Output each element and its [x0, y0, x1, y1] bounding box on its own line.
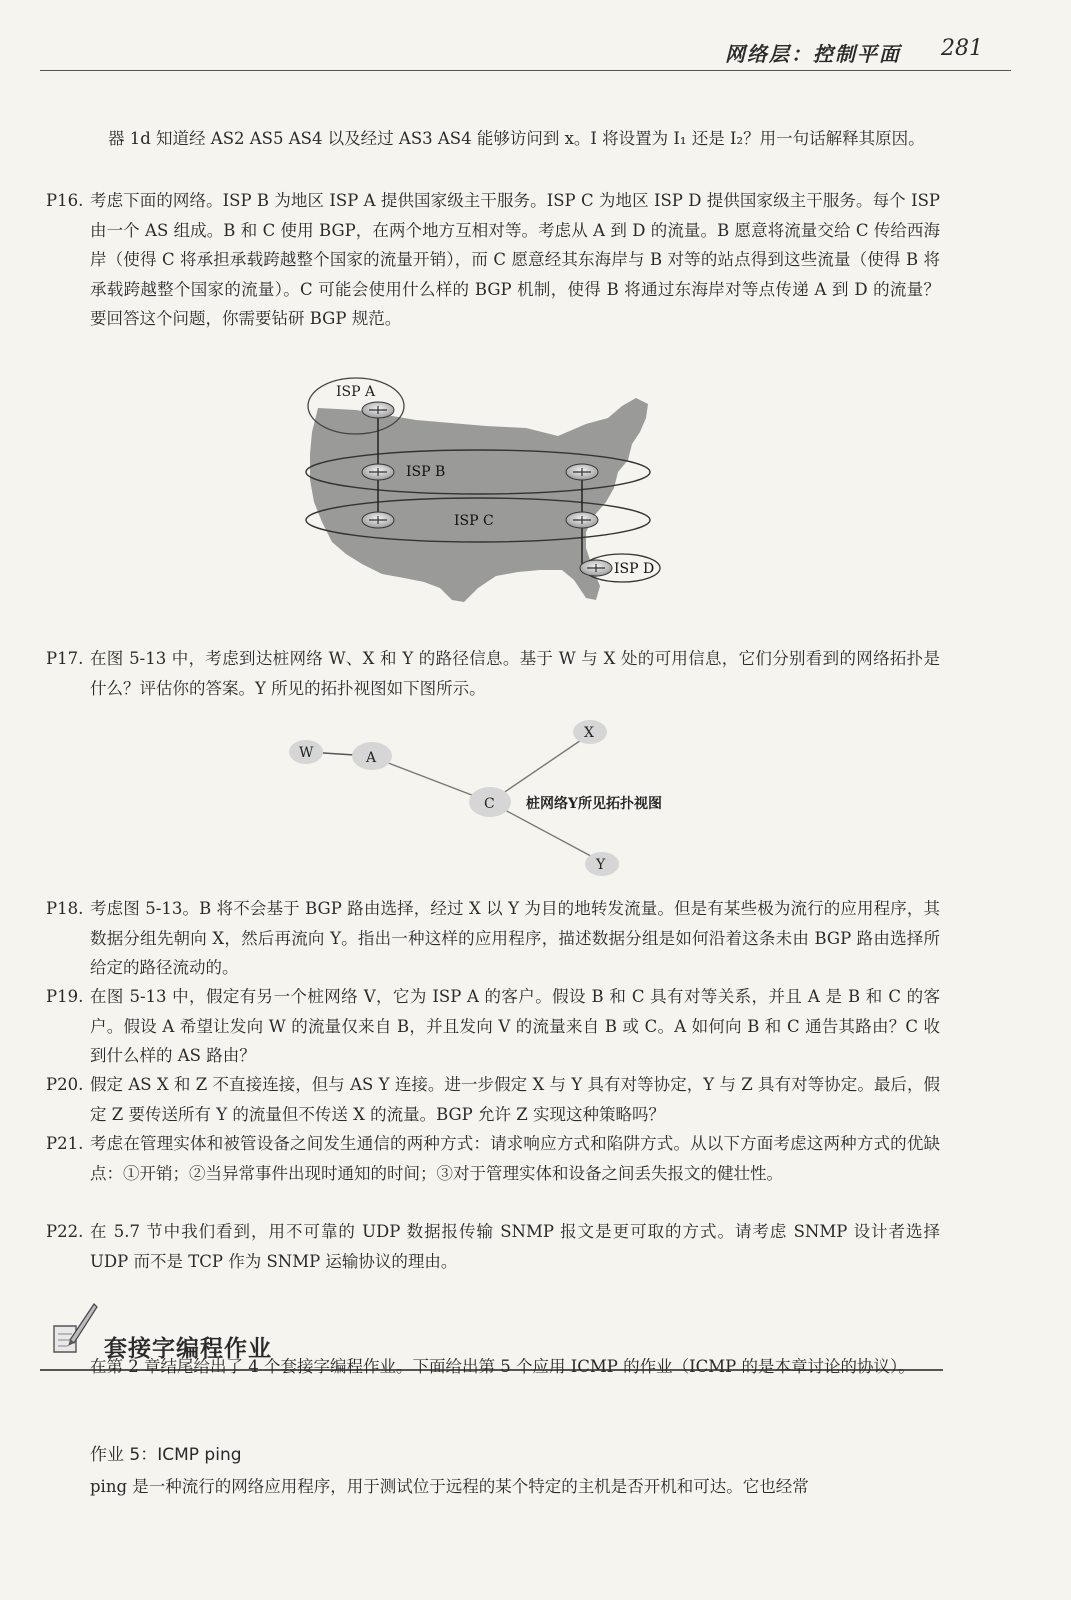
node-y-label: Y — [596, 857, 606, 873]
isp-b-label: ISP B — [406, 464, 446, 480]
problem-text-p16: 考虑下面的网络。ISP B 为地区 ISP A 提供国家级主干服务。ISP C 为地区 ISP D 提供国家级主干服务。每个 ISP 由一个 AS 组成。B 和 C 使用 BGP，在两个地方互相对等。考虑从 A 到 D 的流量。B 愿意将流量交给 C 传给西海岸（使得 C 将承担承载跨越整个国家的流量开销），而 C 愿意经其东海岸与 B 对等的站点得到这些流量（使得 B 将承载跨越整个国家的流量）。C 可能会使用什么样的 BGP 机制，使得 B 将通过东海岸对等点传递 A 到 D 的流量？要回答这个问题，你需要钻研 BGP 规范。 — [90, 191, 940, 328]
router-icon — [566, 464, 598, 480]
problem-text-p18: 考虑图 5-13。B 将不会基于 BGP 路由选择，经过 X 以 Y 为目的地转发流量。但是有某些极为流行的应用程序，其数据分组先朝向 X，然后再流向 Y。指出一种这样的应用程序，描述数据分组是如何沿着这条未由 BGP 路由选择所给定的路径流动的。 — [90, 899, 940, 977]
router-icon — [566, 512, 598, 528]
problem-id-p16: P16. — [46, 191, 84, 210]
section-intro: 在第 2 章结尾给出了 4 个套接字编程作业。下面给出第 5 个应用 ICMP 的作业（ICMP 的是本章讨论的协议）。 — [90, 1357, 915, 1376]
isp-d-label: ISP D — [614, 561, 655, 577]
problem-id-p19: P19. — [46, 987, 84, 1006]
node-c-label: C — [484, 796, 495, 812]
node-a-label: A — [366, 750, 377, 766]
problem-id-p22: P22. — [46, 1222, 84, 1241]
problem-id-p20: P20. — [46, 1075, 84, 1094]
router-icon — [362, 512, 394, 528]
assignment-title: 作业 5：ICMP ping — [90, 1445, 242, 1465]
topology-figure — [286, 712, 746, 890]
page-number: 281 — [941, 36, 983, 61]
isp-a-label: ISP A — [336, 384, 376, 400]
p15-continuation: 器 1d 知道经 AS2 AS5 AS4 以及经过 AS3 AS4 能够访问到 x。I 将设置为 I₁ 还是 I₂？用一句话解释其原因。 — [108, 129, 925, 148]
isp-c-label: ISP C — [454, 513, 494, 529]
router-icon — [580, 560, 612, 576]
problem-text-p22: 在 5.7 节中我们看到，用不可靠的 UDP 数据报传输 SNMP 报文是更可取的方式。请考虑 SNMP 设计者选择 UDP 而不是 TCP 作为 SNMP 运输协议的理由。 — [90, 1222, 940, 1271]
problem-id-p18: P18. — [46, 899, 84, 918]
assignment-text: ping 是一种流行的网络应用程序，用于测试位于远程的某个特定的主机是否开机和可达。它也经常 — [90, 1477, 809, 1496]
node-w-label: W — [299, 745, 314, 761]
problem-id-p21: P21. — [46, 1134, 84, 1153]
topology-caption: 桩网络Y所见拓扑视图 — [526, 796, 662, 812]
section-title: 套接字编程作业 — [104, 1336, 272, 1362]
router-icon — [362, 402, 394, 418]
running-header — [40, 34, 1011, 71]
problem-id-p17: P17. — [46, 649, 84, 668]
problem-text-p21: 考虑在管理实体和被管设备之间发生通信的两种方式：请求响应方式和陷阱方式。从以下方面考虑这两种方式的优缺点：①开销；②当异常事件出现时通知的时间；③对于管理实体和设备之间丢失报文的健壮性。 — [90, 1134, 940, 1183]
problem-text-p17: 在图 5-13 中，考虑到达桩网络 W、X 和 Y 的路径信息。基于 W 与 X 处的可用信息，它们分别看到的网络拓扑是什么？评估你的答案。Y 所见的拓扑视图如下图所示。 — [90, 649, 940, 698]
problem-text-p19: 在图 5-13 中，假定有另一个桩网络 V，它为 ISP A 的客户。假设 B 和 C 具有对等关系，并且 A 是 B 和 C 的客户。假设 A 希望让发向 W 的流量仅来自 B，并且发向 V 的流量来自 B 或 C。A 如何向 B 和 C 通告其路由？C 收到什么样的 AS 路由？ — [90, 987, 940, 1065]
isp-network-figure — [296, 376, 668, 624]
router-icon — [362, 464, 394, 480]
chapter-title: 网络层：控制平面 — [725, 42, 901, 66]
node-x-label: X — [584, 725, 594, 741]
pen-paper-icon — [50, 1300, 98, 1356]
problem-text-p20: 假定 AS X 和 Z 不直接连接，但与 AS Y 连接。进一步假定 X 与 Y 具有对等协定，Y 与 Z 具有对等协定。最后，假定 Z 要传送所有 Y 的流量但不传送 X 的流量。BGP 允许 Z 实现这种策略吗？ — [90, 1075, 940, 1124]
